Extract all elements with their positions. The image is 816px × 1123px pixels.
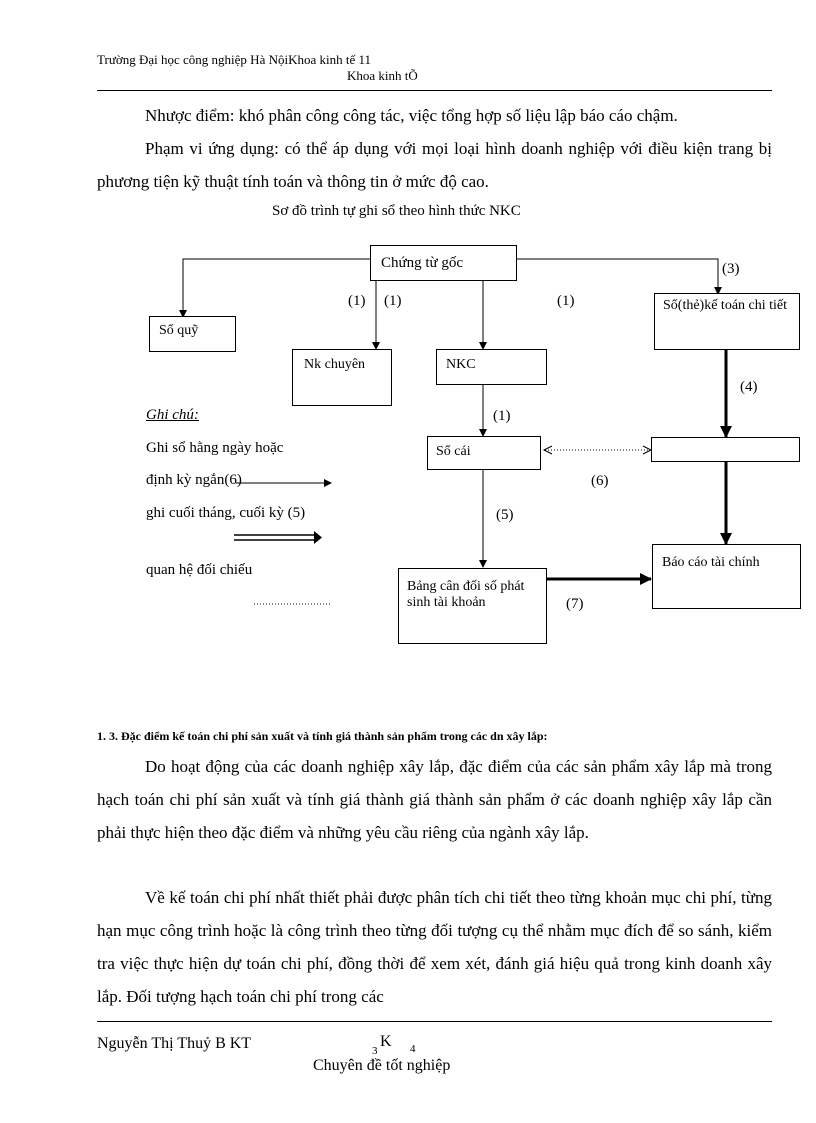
footer-k: K [380,1033,392,1050]
label-step-1a: (1) [348,293,366,309]
label-step-5: (5) [496,507,514,523]
legend-line-1: Ghi sổ hằng ngày hoặc [146,440,284,456]
header-line-2: Khoa kinh tÕ [347,68,418,83]
box-so-the-ke-toan: Sổ(thẻ)kế toán chi tiết [654,293,800,350]
paragraph-pham-vi: Phạm vi ứng dụng: có thể áp dụng với mọi loại hình doanh nghiệp với điều kiện trang bị phương tiện kỹ thuật tính toán và thông tin ở mức độ cao. [97,139,772,191]
legend-line-2: định kỳ ngắn(6) [146,472,242,488]
legend-line-3: ghi cuối tháng, cuối kỳ (5) [146,505,306,521]
legend-title: Ghi chú: [146,407,199,423]
footer-author: Nguyễn Thị Thuỷ B KT [97,1035,252,1052]
box-chung-tu-goc: Chứng từ gốc [370,245,517,281]
arrow-ctg-soquy [183,259,370,317]
box-bang-can-doi: Bảng cân đối số phát sinh tài khoản [398,568,547,644]
label-step-1b: (1) [384,293,402,309]
footer-sub-4: 4 [410,1043,416,1055]
arrow-ctg-sothe [517,259,718,294]
label-step-1d: (1) [493,408,511,424]
legend-line-4: quan hệ đối chiếu [146,562,253,578]
footer-title: Chuyên đề tốt nghiệp [313,1057,451,1074]
footer-rule [97,1021,772,1022]
box-so-cai: Sổ cái [427,436,541,470]
box-nk-chuyen: Nk chuyên [292,349,392,406]
box-nkc: NKC [436,349,547,385]
section-heading: 1. 3. Đặc điểm kế toán chi phí sản xuất và tính giá thành sản phẩm trong các dn xây lắp: [97,729,548,743]
diagram-title: Sơ đồ trình tự ghi sổ theo hình thức NKC [272,203,521,219]
footer-sub-3: 3 [372,1045,378,1057]
header-line-1: Trường Đại học công nghiệp Hà NộiKhoa kinh tế 11 [97,52,372,67]
box-bao-cao-tai-chinh: Báo cáo tài chính [652,544,801,609]
paragraph-nhuoc-diem: Nhược điểm: khó phân công công tác, việc tổng hợp số liệu lập báo cáo chậm. [145,106,678,125]
label-step-4: (4) [740,379,758,395]
box-so-quy: Sổ quỹ [149,316,236,352]
section-paragraph-1: Do hoạt động của các doanh nghiệp xây lắp, đặc điểm của các sản phẩm xây lắp mà trong hạch toán chi phí sản xuất và tính giá thành giá thành sản phẩm ở các doanh nghiệp xây lắp cần phải thực hiện theo đặc điểm và những yêu cầu riêng của ngành xây lắp. [97,757,772,842]
label-step-7: (7) [566,596,584,612]
box-bang-tong-hop [651,437,800,462]
header-rule [97,90,772,91]
section-paragraph-2: Về kế toán chi phí nhất thiết phải được phân tích chi tiết theo từng khoản mục chi phí, từng hạn mục công trình hoặc là công trình theo từng đối tượng cụ thể nhằm mục đích để so sánh, kiểm tra việc thực hiện dự toán chi phí, đồng thời để xem xét, đánh giá hiệu quả trong kinh doanh xây lắp. Đối tượng hạch toán chi phí trong các [97,888,772,1006]
label-step-1c: (1) [557,293,575,309]
label-step-6: (6) [591,473,609,489]
label-step-3: (3) [722,261,740,277]
